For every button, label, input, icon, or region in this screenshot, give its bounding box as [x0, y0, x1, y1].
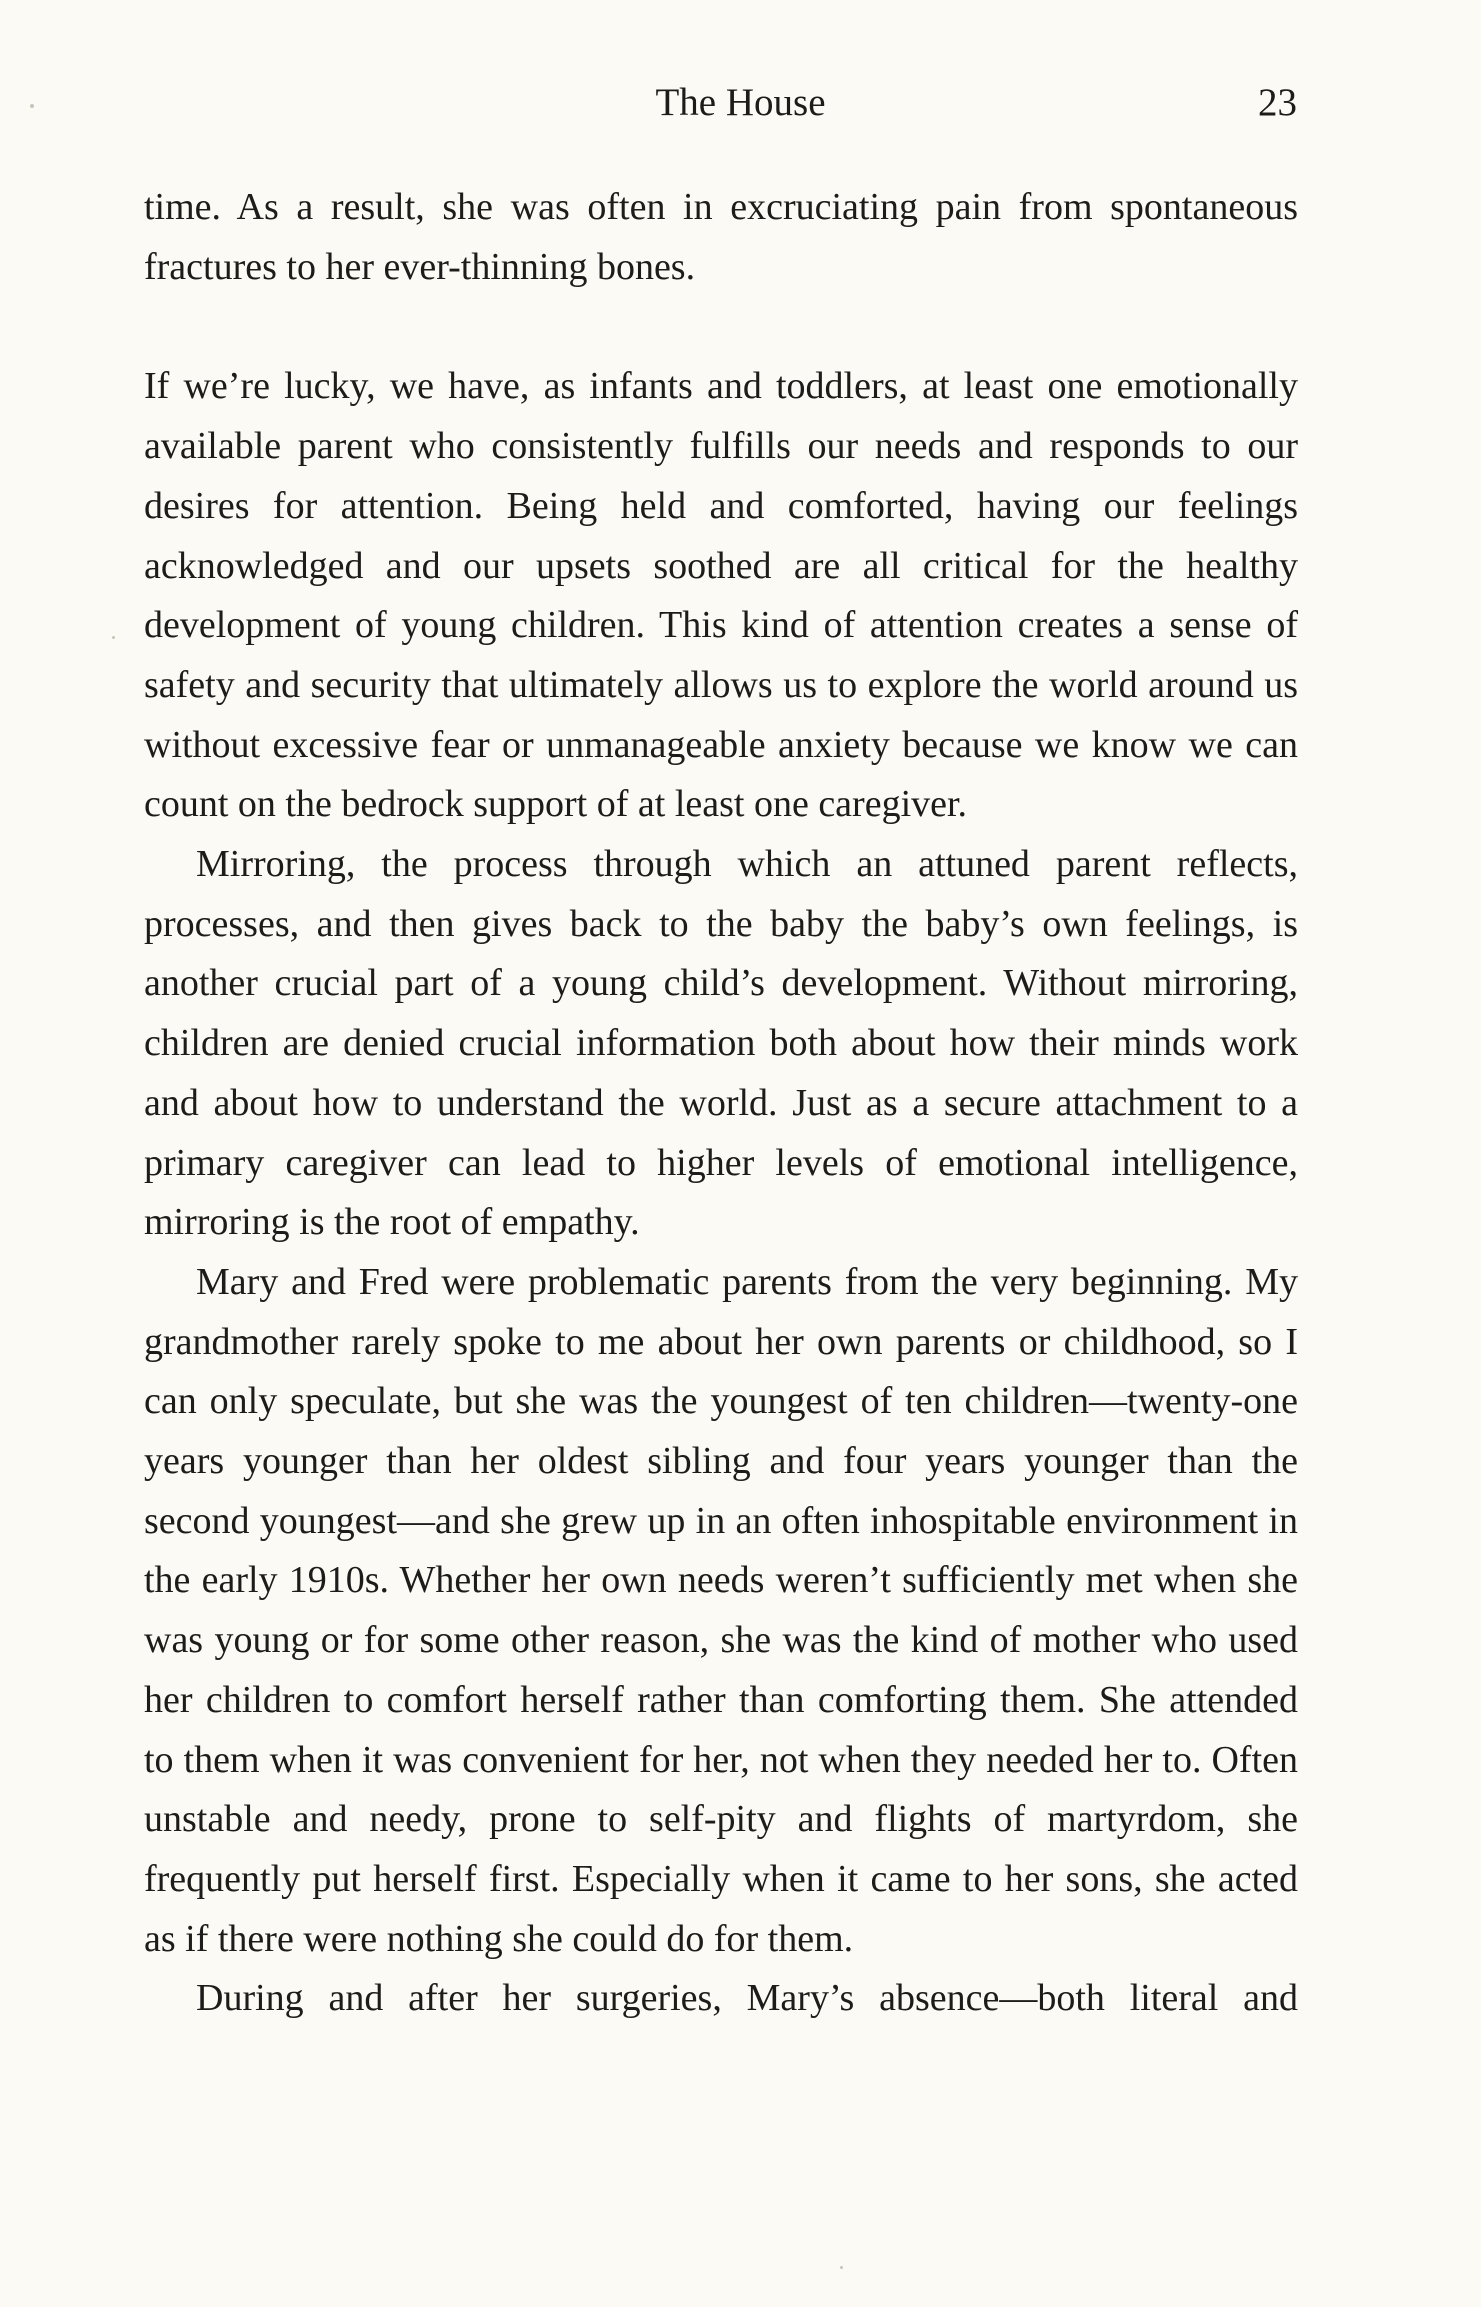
running-head: The House: [655, 81, 826, 124]
page-number: 23: [1258, 81, 1297, 124]
paragraph-continues: During and after her surgeries, Mary’s absence—both literal and: [196, 1977, 1298, 2020]
page-header: [0, 78, 1481, 128]
paper-speck: [30, 104, 34, 108]
body-text: [144, 178, 1298, 2029]
section-break: [144, 297, 1298, 357]
paragraph: Mary and Fred were problematic parents from the very beginning. My grandmother rarely spoke to me about her own parents or childhood, so I can only speculate, but she was the youngest of ten children—twenty-one years younger than her oldest sibling and four years younger than the second youngest—and she grew up in an often inhospitable environment in the early 1910s. Whether her own needs weren’t sufficiently met when she was young or for some other reason, she was the kind of mother who used her children to comfort herself rather than comforting them. She attended to them when it was convenient for her, not when they needed her to. Often unstable and needy, prone to self-pity and flights of martyrdom, she frequently put herself first. Especially when it came to her sons, she acted as if there were nothing she could do for them.: [144, 1260, 1298, 1960]
paragraph-continued: time. As a result, she was often in excruciating pain from spontaneous fractures to her ever-thinning bones.: [144, 186, 1298, 288]
paragraph: Mirroring, the process through which an attuned parent reflects, processes, and then gives back to the baby the baby’s own feelings, is another crucial part of a young child’s development. Without mirroring, children are denied crucial information both about how their minds work and about how to understand the world. Just as a secure attachment to a primary caregiver can lead to higher levels of emotional intelligence, mirroring is the root of empathy.: [144, 843, 1298, 1244]
paper-speck: [840, 2266, 843, 2269]
paper-speck: [112, 636, 115, 639]
paragraph: If we’re lucky, we have, as infants and toddlers, at least one emotionally available parent who consistently fulfills our needs and responds to our desires for attention. Being held and comforted, having our feelings acknowledged and our upsets soothed are all critical for the healthy development of young children. This kind of attention creates a sense of safety and security that ultimately allows us to explore the world around us without excessive fear or unmanageable anxiety because we know we can count on the bedrock support of at least one caregiver.: [144, 365, 1298, 826]
